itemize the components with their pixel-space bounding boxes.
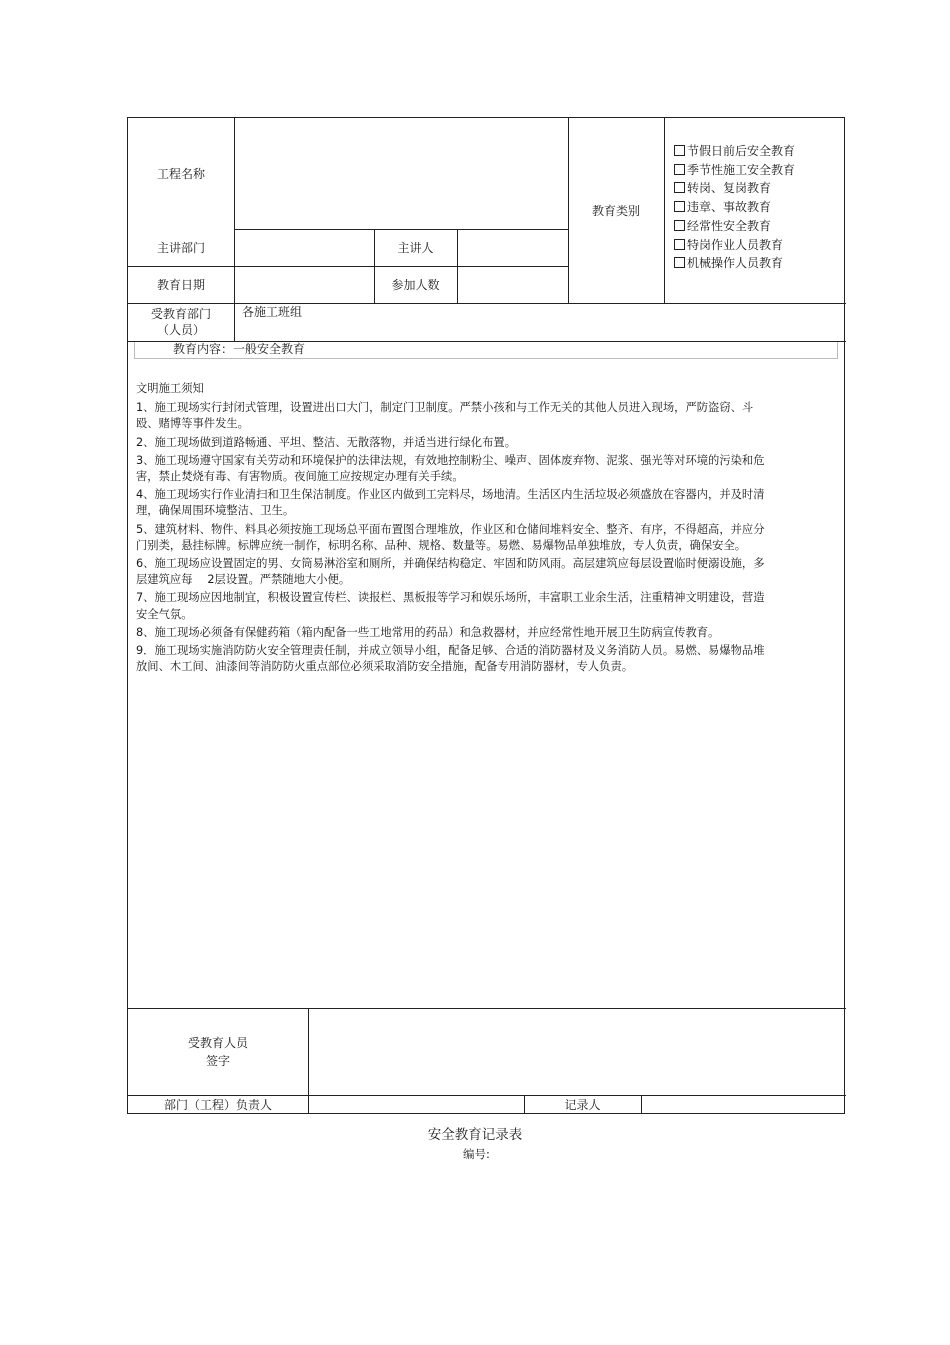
trainee-dept-value: 各施工班组 bbox=[242, 305, 303, 319]
content-item: 2、施工现场做到道路畅通、平坦、整洁、无散落物，并适当进行绿化布置。 bbox=[136, 435, 516, 449]
edu-type-option[interactable]: 经常性安全教育 bbox=[674, 217, 795, 236]
content-item: 5、建筑材料、物件、料具必须按施工现场总平面布置图合理堆放，作业区和仓储间堆料安全、整齐、有序，不得超高，并应分门别类，悬挂标牌。标牌应统一制作，标明名称、品种、规格、数量等。易燃、易爆物品单独堆放，专人负责，确保安全。 bbox=[136, 522, 765, 552]
checkbox-icon[interactable] bbox=[674, 239, 685, 250]
document-number-label: 编号: bbox=[463, 1147, 490, 1161]
edu-type-option[interactable]: 转岗、复岗教育 bbox=[674, 179, 795, 198]
content-item: 8、施工现场必须备有保健药箱（箱内配备一些工地常用的药品）和急救器材，并应经常性地开展卫生防病宣传教育。 bbox=[136, 625, 720, 639]
edu-type-option[interactable]: 机械操作人员教育 bbox=[674, 254, 795, 273]
trainee-dept-label: 受教育部门 （人员） bbox=[150, 307, 211, 337]
dept-head-label: 部门（工程）负责人 bbox=[163, 1097, 272, 1112]
attendees-label: 参加人数 bbox=[391, 277, 440, 292]
checkbox-icon[interactable] bbox=[674, 257, 685, 268]
dept-field[interactable] bbox=[235, 229, 374, 266]
content-header bbox=[134, 342, 838, 359]
content-title: 文明施工须知 bbox=[136, 382, 204, 395]
speaker-label: 主讲人 bbox=[397, 240, 434, 255]
checkbox-icon[interactable] bbox=[674, 182, 685, 193]
signature-label: 受教育人员 签字 bbox=[187, 1035, 248, 1068]
edu-type-option[interactable]: 季节性施工安全教育 bbox=[674, 161, 795, 180]
checkbox-icon[interactable] bbox=[674, 201, 685, 212]
content-item: 4、施工现场实行作业清扫和卫生保洁制度。作业区内做到工完料尽，场地清。生活区内生活垃圾必须盛放在容器内，并及时清理，确保周围环境整洁、卫生。 bbox=[136, 488, 765, 518]
content-item: 3、施工现场遵守国家有关劳动和环境保护的法律法规，有效地控制粉尘、噪声、固体废弃物、泥浆、强光等对环境的污染和危害，禁止焚烧有毒、有害物质。夜间施工应按规定办理有关手续。 bbox=[136, 453, 765, 484]
edu-type-option[interactable]: 节假日前后安全教育 bbox=[674, 142, 795, 161]
content-label: 教育内容：一般安全教育 bbox=[173, 342, 306, 356]
document-title: 安全教育记录表 bbox=[427, 1127, 523, 1143]
project-name-label: 工程名称 bbox=[156, 166, 205, 181]
rule bbox=[128, 303, 846, 304]
recorder-label: 记录人 bbox=[564, 1097, 601, 1112]
content-item: 7、施工现场应因地制宜，积极设置宣传栏、读报栏、黑板报等学习和娱乐场所，丰富职工业余生活，注重精神文明建设，营造安全气氛。 bbox=[136, 591, 765, 621]
attendees-field[interactable] bbox=[458, 266, 568, 303]
dept-head-field[interactable] bbox=[309, 1095, 524, 1114]
dept-label: 主讲部门 bbox=[156, 240, 205, 255]
rule bbox=[664, 118, 665, 303]
content-item: 1、施工现场实行封闭式管理，设置进出口大门，制定门卫制度。严禁小孩和与工作无关的其他人员进入现场，严防盗窃、斗殴、赌博等事件发生。 bbox=[136, 401, 754, 431]
project-name-field[interactable] bbox=[235, 118, 568, 229]
checkbox-icon[interactable] bbox=[674, 220, 685, 231]
edu-type-option[interactable]: 特岗作业人员教育 bbox=[674, 236, 795, 255]
date-field[interactable] bbox=[235, 266, 374, 303]
checkbox-icon[interactable] bbox=[674, 145, 685, 156]
checkbox-icon[interactable] bbox=[674, 164, 685, 175]
date-label: 教育日期 bbox=[156, 277, 205, 292]
recorder-field[interactable] bbox=[642, 1095, 846, 1114]
content-item: 6、施工现场应设置固定的男、女筒易淋浴室和厕所，并确保结构稳定、牢固和防风雨。高层建筑应每层设置临时便溺设施，多层建筑应每 2层设置。严禁随地大小便。 bbox=[136, 557, 765, 587]
signature-field[interactable] bbox=[309, 1009, 846, 1095]
speaker-field[interactable] bbox=[458, 229, 568, 266]
safety-education-form bbox=[127, 117, 845, 1114]
education-content bbox=[136, 381, 766, 677]
edu-type-label: 教育类别 bbox=[591, 203, 640, 218]
edu-type-options bbox=[674, 142, 795, 273]
edu-type-option[interactable]: 违章、事故教育 bbox=[674, 198, 795, 217]
content-item: 9．施工现场实施消防防火安全管理责任制，并成立领导小组，配备足够、合适的消防器材及义务消防人员。易燃、易爆物品堆放间、木工间、油漆间等消防防火重点部位必须采取消防安全措施，配备专用消防器材，专人负责。 bbox=[136, 644, 765, 674]
